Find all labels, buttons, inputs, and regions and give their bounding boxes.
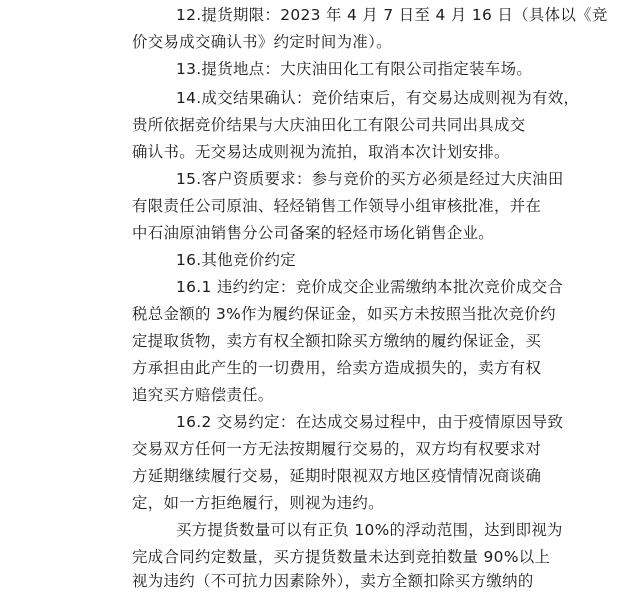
text-line: 定提取货物，卖方有权全额扣除买方缴纳的履约保证金，买 bbox=[132, 332, 542, 350]
text-line: 追究买方赔偿责任。 bbox=[132, 386, 274, 404]
text-line: 税总金额的 3%作为履约保证金，如买方未按照当批次竞价约 bbox=[132, 305, 556, 323]
text-line: 买方提货数量可以有正负 10%的浮动范围，达到即视为 bbox=[176, 521, 563, 539]
text-line: 方承担由此产生的一切费用，给卖方造成损失的，卖方有权 bbox=[132, 359, 542, 377]
text-line: 方延期继续履行交易，延期时限视双方地区疫情情况商谈确 bbox=[132, 467, 542, 485]
text-line: 14.成交结果确认：竞价结束后，有交易达成则视为有效， bbox=[176, 89, 580, 107]
text-line: 视为违约（不可抗力因素除外），卖方全额扣除买方缴纳的 bbox=[132, 572, 534, 590]
text-line: 完成合同约定数量，买方提货数量未达到竞拍数量 90%以上 bbox=[132, 548, 551, 566]
text-line: 13.提货地点：大庆油田化工有限公司指定装车场。 bbox=[176, 60, 533, 78]
text-line: 交易双方任何一方无法按期履行交易的，双方均有权要求对 bbox=[132, 440, 542, 458]
text-line: 定，如一方拒绝履行，则视为违约。 bbox=[132, 494, 384, 512]
text-line: 12.提货期限：2023 年 4 月 7 日至 4 月 16 日（具体以《竞 bbox=[176, 6, 608, 24]
text-line: 确认书。无交易达成则视为流拍，取消本次计划安排。 bbox=[132, 143, 510, 161]
section-heading: 16.其他竞价约定 bbox=[176, 251, 296, 269]
text-line: 16.2 交易约定：在达成交易过程中，由于疫情原因导致 bbox=[176, 413, 564, 431]
text-line: 价交易成交确认书》约定时间为准）。 bbox=[132, 33, 392, 51]
text-line: 16.1 违约约定：竞价成交企业需缴纳本批次竞价成交合 bbox=[176, 278, 564, 296]
text-line: 贵所依据竞价结果与大庆油田化工有限公司共同出具成交 bbox=[132, 116, 526, 134]
text-line: 15.客户资质要求：参与竞价的买方必须是经过大庆油田 bbox=[176, 170, 564, 188]
text-line: 有限责任公司原油、轻烃销售工作领导小组审核批准，并在 bbox=[132, 197, 542, 215]
text-line: 中石油原油销售分公司备案的轻烃市场化销售企业。 bbox=[132, 224, 495, 242]
